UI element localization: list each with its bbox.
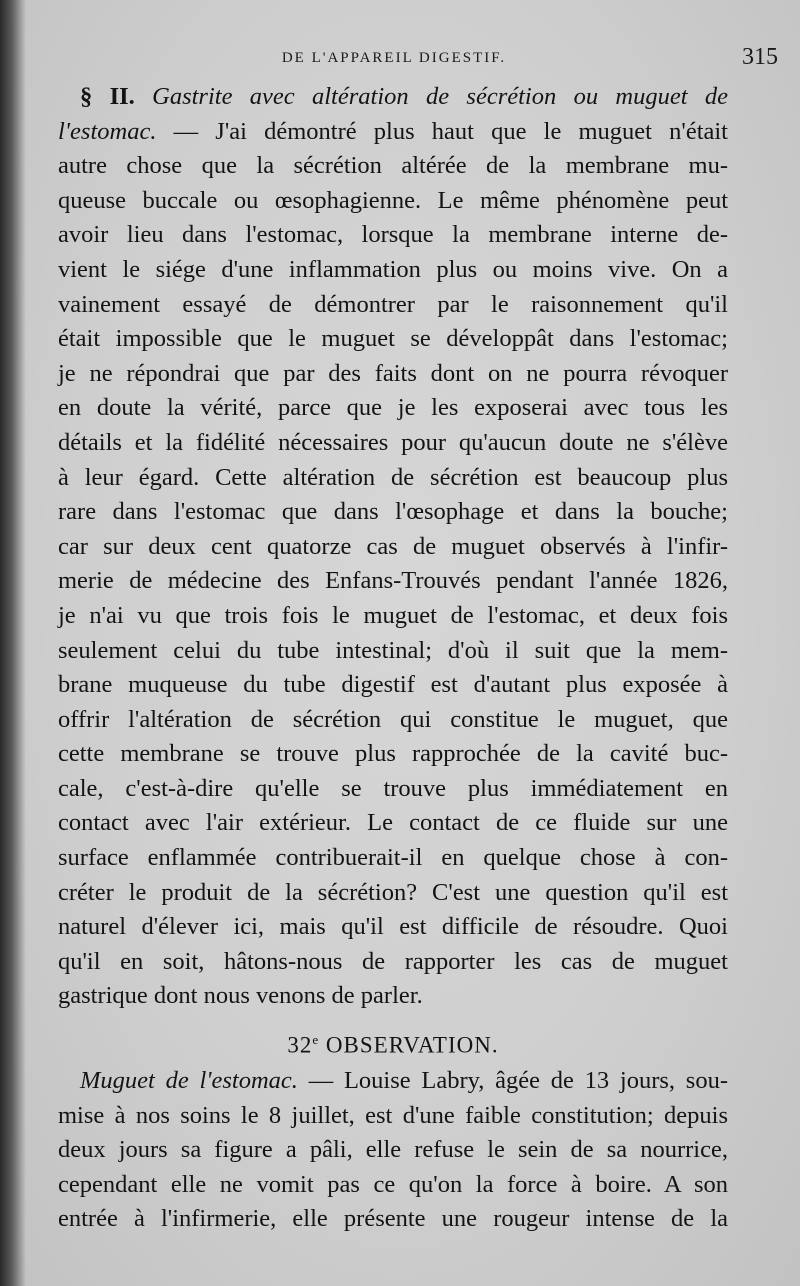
observation-title: Muguet de l'estomac. xyxy=(80,1067,298,1095)
text-line: vient le siége d'une inflammation plus ou moins vive. On a xyxy=(58,255,728,283)
text-line: en doute la vérité, parce que je les exposerai avec tous les xyxy=(58,394,728,422)
text-line: cette membrane se trouve plus rapprochée de la cavité buc- xyxy=(58,740,728,768)
text-line: surface enflammée contribuerait-il en quelque chose à con- xyxy=(58,844,728,872)
text-line: vainement essayé de démontrer par le raisonnement qu'il xyxy=(58,290,728,318)
text-line: à leur égard. Cette altération de sécrétion est beaucoup plus xyxy=(58,463,728,491)
text-line: queuse buccale ou œsophagienne. Le même phénomène peut xyxy=(58,186,728,214)
text-line: autre chose que la sécrétion altérée de la membrane mu- xyxy=(58,152,728,180)
text-line: mise à nos soins le 8 juillet, est d'une faible constitution; depuis xyxy=(58,1101,728,1129)
text-line: car sur deux cent quatorze cas de muguet observés à l'infir- xyxy=(58,532,728,560)
text-line: brane muqueuse du tube digestif est d'autant plus exposée à xyxy=(58,671,728,699)
text-line: était impossible que le muguet se développât dans l'estomac; xyxy=(58,325,728,353)
text-line: Muguet de l'estomac. — Louise Labry, âgée de 13 jours, sou- xyxy=(80,1067,729,1095)
text-line: je n'ai vu que trois fois le muguet de l'estomac, et deux fois xyxy=(58,601,728,629)
observation-number-sup: e xyxy=(312,1032,320,1048)
observation-heading xyxy=(58,1020,728,1060)
text-line: l'estomac. — J'ai démontré plus haut que le muguet n'était xyxy=(58,117,728,145)
observation-label: OBSERVATION. xyxy=(325,1032,499,1058)
text-line: rare dans l'estomac que dans l'œsophage et dans la bouche; xyxy=(58,498,728,526)
text-line: qu'il en soit, hâtons-nous de rapporter les cas de muguet xyxy=(58,947,728,975)
running-head-title: DE L'APPAREIL DIGESTIF. xyxy=(281,50,507,66)
section-heading-line xyxy=(58,80,728,115)
text-line: offrir l'altération de sécrétion qui constitue le muguet, que xyxy=(58,705,728,733)
text-line: détails et la fidélité nécessaires pour qu'aucun doute ne s'élève xyxy=(58,428,728,456)
section-title: Gastrite avec altération de sécrétion ou muguet de xyxy=(152,83,729,110)
text-line: créter le produit de la sécrétion? C'est une question qu'il est xyxy=(58,878,728,906)
text-line: cale, c'est-à-dire qu'elle se trouve plus immédiatement en xyxy=(58,774,728,802)
text-line: entrée à l'infirmerie, elle présente une rougeur intense de la xyxy=(58,1205,728,1233)
text-line: naturel d'élever ici, mais qu'il est difficile de résoudre. Quoi xyxy=(58,913,728,941)
text-line: contact avec l'air extérieur. Le contact de ce fluide sur une xyxy=(58,809,728,837)
book-spine-shadow xyxy=(0,0,26,1286)
page-number: 315 xyxy=(742,44,778,70)
text-line: cependant elle ne vomit pas ce qu'on la force à boire. A son xyxy=(58,1170,728,1198)
text-line: deux jours sa figure a pâli, elle refuse le sein de sa nourrice, xyxy=(58,1136,728,1164)
running-head xyxy=(58,44,778,74)
body-text xyxy=(58,80,728,1237)
section-number: § II. xyxy=(80,83,135,110)
text-line: seulement celui du tube intestinal; d'où il suit que la mem- xyxy=(58,636,728,664)
text-line: avoir lieu dans l'estomac, lorsque la membrane interne de- xyxy=(58,221,728,249)
text-line: gastrique dont nous venons de parler. xyxy=(58,982,423,1010)
observation-number: 32 xyxy=(287,1032,313,1058)
section-title-cont: l'estomac. xyxy=(58,117,157,145)
text-line: merie de médecine des Enfans-Trouvés pendant l'année 1826, xyxy=(58,567,728,595)
text-line: je ne répondrai que par des faits dont on ne pourra révoquer xyxy=(58,359,728,387)
